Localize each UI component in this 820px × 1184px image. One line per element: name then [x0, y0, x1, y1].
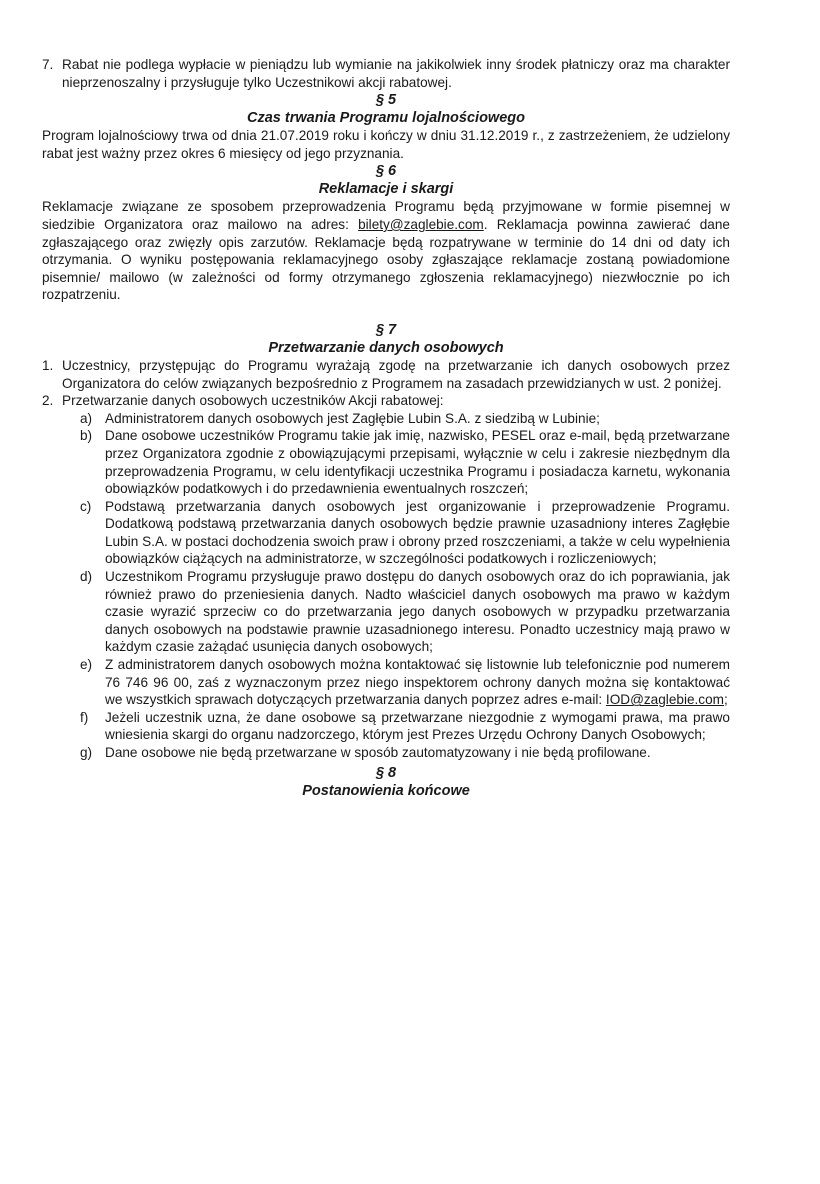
- sub-item-letter: f): [80, 709, 89, 725]
- sub-item-letter: b): [80, 428, 93, 444]
- sub-item-letter: d): [80, 569, 93, 585]
- sub-item-d: [42, 568, 730, 656]
- sub-item-text: Dane osobowe uczestników Programu takie jak imię, nazwisko, PESEL oraz e-mail, będą przetwarzane przez Organizatora zgodnie z obowiązującymi przepisami, wyłącznie w celu i zakresie niezbędnym dla przeprowadzenia Programu, w celu identyfikacji uczestnika Programu i posiadacza karnetu, wykonania obowiązków podatkowych i do przedawnienia ewentualnych roszczeń;: [105, 428, 730, 497]
- sub-item-letter: a): [80, 410, 93, 426]
- list-item-number: 1.: [42, 357, 54, 373]
- list-item-1: [42, 357, 730, 392]
- sub-item-f: [42, 709, 730, 744]
- section-8-title: Postanowienia końcowe: [302, 782, 470, 799]
- sub-item-text: Uczestnikom Programu przysługuje prawo dostępu do danych osobowych oraz do ich poprawiania, jak również prawo do przeniesienia danych. Nadto właściciel danych osobowych ma prawo w każdym czasie wyrazić sprzeciw co do przetwarzania jego danych osobowych w przypadku przetwarzania danych osobowych na podstawie prawnie uzasadnionego interesu. Ponadto uczestnicy mają prawo w każdym czasie zażądać usunięcia danych osobowych;: [105, 569, 730, 655]
- section-6-text-before: Reklamacje związane ze sposobem przeprowadzenia Programu będą przyjmowane w formie pisemnej w siedzibie Organizatora oraz mailowo na adres:: [42, 199, 730, 232]
- list-item-number: 2.: [42, 393, 54, 409]
- section-6-title: Reklamacje i skargi: [318, 181, 454, 198]
- list-item-text: Przetwarzanie danych osobowych uczestników Akcji rabatowej:: [62, 393, 444, 409]
- sub-item-tail: ;: [724, 692, 728, 708]
- section-5-number: § 5: [375, 92, 397, 109]
- sub-item-letter: e): [80, 657, 93, 673]
- section-7-title: Przetwarzanie danych osobowych: [268, 339, 504, 356]
- section-6-text-after: . Reklamacja powinna zawierać dane zgłaszającego oraz zwięzły opis zarzutów. Reklamacje będą rozpatrywane w terminie do 14 dni od daty ich otrzymania. O wyniku postępowania reklamacyjnego osoby zgłaszające reklamacje zostaną powiadomione pisemnie/ mailowo (w zależności od formy otrzymanego zgłoszenia reklamacyjnego) niezwłocznie po ich rozpatrzeniu.: [42, 216, 730, 303]
- section-7-number: § 7: [375, 321, 397, 338]
- iod-email-link[interactable]: IOD@zaglebie.com: [605, 692, 724, 708]
- sub-item-text: Administratorem danych osobowych jest Zagłębie Lubin S.A. z siedzibą w Lubinie;: [105, 410, 600, 426]
- section-5-paragraph: Program lojalnościowy trwa od dnia 21.07.2019 roku i kończy w dniu 31.12.2019 r., z zastrzeżeniem, że udzielony rabat jest ważny przez okres 6 miesięcy od jego przyznania.: [42, 128, 730, 161]
- section-5-title: Czas trwania Programu lojalnościowego: [247, 110, 525, 127]
- section-8-number: § 8: [375, 764, 397, 781]
- sub-item-text: Podstawą przetwarzania danych osobowych jest organizowanie i przeprowadzenie Programu. Dodatkową podstawą przetwarzania danych osobowych będzie prawnie uzasadniony interes Zagłębie Lubin S.A. w postaci dochodzenia swoich praw i obrony przed roszczeniami, a także w celu wypełnienia obowiązków ciążących na administratorze, w szczególności podatkowych i rozliczeniowych;: [105, 498, 730, 567]
- sub-item-e: [42, 656, 730, 709]
- sub-item-b: [42, 427, 730, 497]
- section-6-paragraph: [42, 198, 730, 304]
- sub-item-c: [42, 498, 730, 568]
- list-item-number: 7.: [42, 57, 54, 72]
- list-item-text: Rabat nie podlega wypłacie w pieniądzu lub wymianie na jakikolwiek inny środek płatniczy oraz ma charakter nieprzenoszalny i przysługuje tylko Uczestnikowi akcji rabatowej.: [62, 57, 730, 90]
- list-item-text: Uczestnicy, przystępując do Programu wyrażają zgodę na przetwarzanie ich danych osobowych przez Organizatora do celów związanych bezpośrednio z Programem na zasadach przewidzianych w ust. 2 poniżej.: [62, 357, 730, 391]
- sub-item-a: [42, 410, 730, 428]
- sub-item-g: [42, 744, 730, 762]
- sub-item-text: Dane osobowe nie będą przetwarzane w sposób zautomatyzowany i nie będą profilowane.: [105, 745, 651, 760]
- list-item-7: [42, 56, 730, 91]
- section-6-number: § 6: [375, 163, 397, 180]
- sub-item-text: Jeżeli uczestnik uzna, że dane osobowe są przetwarzane niezgodnie z wymogami prawa, ma prawo wniesienia skargi do organu nadzorczego, którym jest Prezes Urzędu Ochrony Danych Osobowych;: [105, 709, 730, 743]
- complaints-email-link[interactable]: bilety@zaglebie.com: [358, 216, 484, 232]
- list-item-2: [42, 392, 730, 410]
- sub-item-letter: c): [80, 498, 92, 514]
- sub-item-text: Z administratorem danych osobowych można kontaktować się listownie lub telefonicznie pod numerem 76 746 96 00, zaś z wyznaczonym przez niego inspektorem ochrony danych można się kontaktować we wszystkich sprawach dotyczących przetwarzania danych poprzez adres e-mail:: [105, 657, 730, 708]
- document-page: [42, 56, 730, 800]
- sub-item-letter: g): [80, 745, 93, 760]
